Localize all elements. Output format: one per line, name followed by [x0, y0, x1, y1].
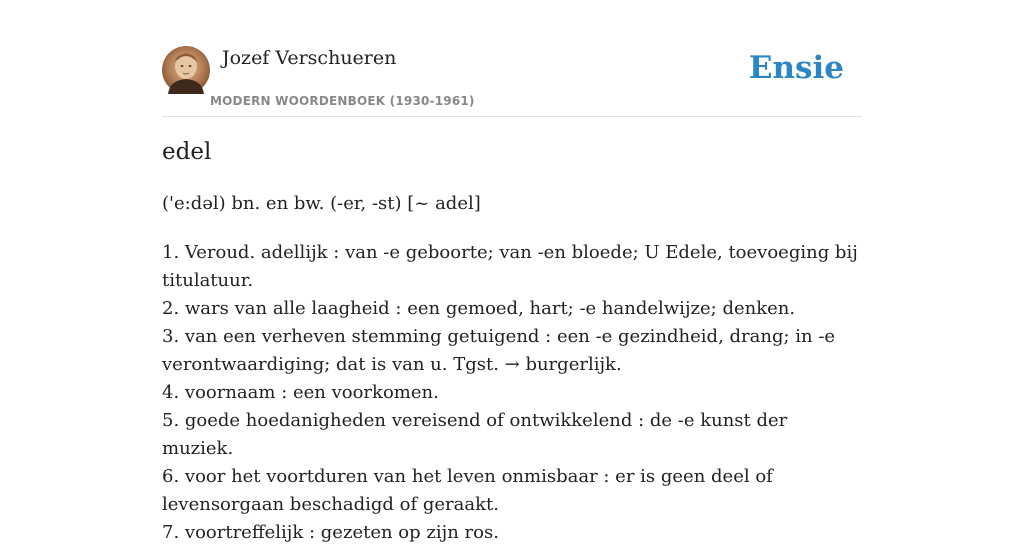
- sense-item: 5. goede hoedanigheden vereisend of ontwikkelend : de -e kunst der muziek.: [162, 410, 788, 459]
- portrait-image: [162, 46, 210, 94]
- entry-senses: [162, 239, 862, 547]
- author-avatar: [162, 46, 210, 94]
- ensie-logo[interactable]: Ensie: [748, 50, 844, 86]
- sense-item: 4. voornaam : een voorkomen.: [162, 382, 439, 403]
- header: [162, 46, 862, 117]
- author-name[interactable]: Jozef Verschueren: [222, 47, 397, 69]
- sense-item: 6. voor het voortduren van het leven onmisbaar : er is geen deel of levensorgaan beschadigd of geraakt.: [162, 466, 773, 515]
- sense-item: 3. van een verheven stemming getuigend : een -e gezindheid, drang; in -e verontwaardiging; dat is van u. Tgst. → burgerlijk.: [162, 326, 836, 375]
- entry-headword: edel: [162, 139, 212, 165]
- sense-item: 7. voortreffelijk : gezeten op zijn ros.: [162, 522, 499, 543]
- source-title[interactable]: MODERN WOORDENBOEK (1930-1961): [210, 94, 475, 108]
- sense-item: 2. wars van alle laagheid : een gemoed, hart; -e handelwijze; denken.: [162, 298, 796, 319]
- sense-item: 1. Veroud. adellijk : van -e geboorte; van -en bloede; U Edele, toevoeging bij titulatuur.: [162, 242, 858, 291]
- entry-pronunciation: ('e:dəl) bn. en bw. (-er, -st) [~ adel]: [162, 193, 481, 214]
